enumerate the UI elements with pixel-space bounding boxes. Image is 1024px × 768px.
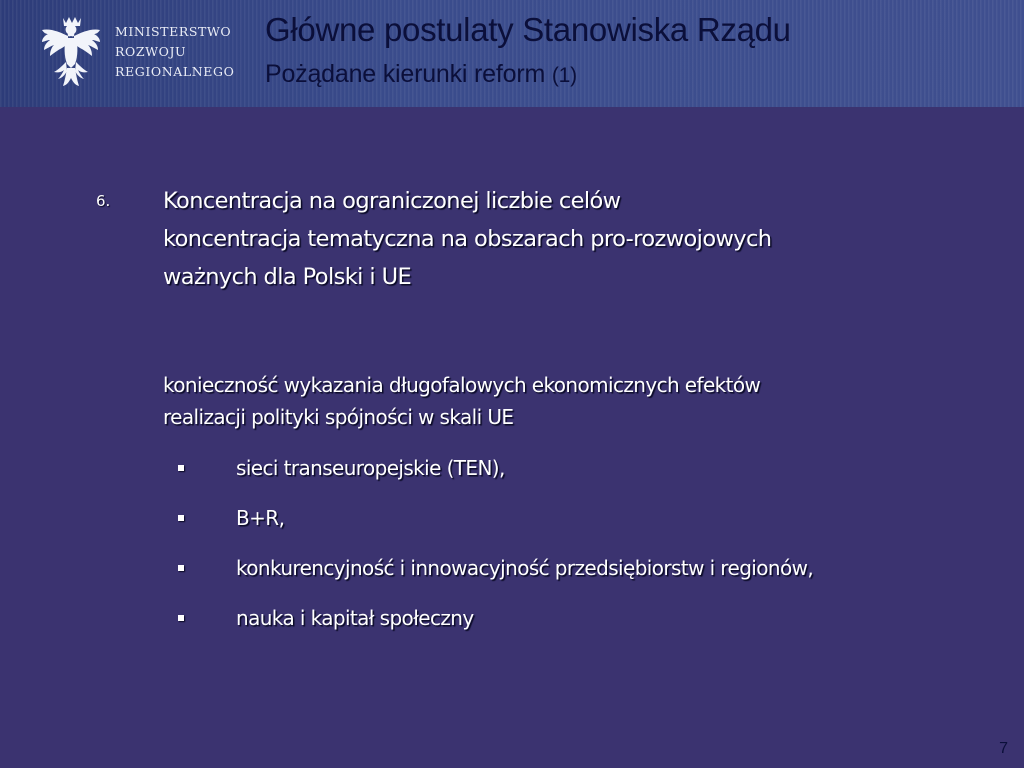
header-stripe <box>856 0 858 107</box>
paragraph <box>163 369 760 433</box>
header-stripe <box>868 0 870 107</box>
header-stripe <box>932 0 934 107</box>
paragraph-line: realizacji polityki spójności w skali UE <box>163 405 514 429</box>
point-line: koncentracja tematyczna na obszarach pro-rozwojowych <box>163 226 772 252</box>
ministry-logo-text <box>115 22 234 82</box>
header-stripe <box>816 0 818 107</box>
point-text <box>163 182 943 296</box>
header-stripe <box>828 0 830 107</box>
list-item <box>178 602 978 652</box>
header-stripe <box>976 0 978 107</box>
header-stripe <box>0 0 2 107</box>
list-item <box>178 502 978 552</box>
header-stripe <box>944 0 946 107</box>
square-bullet-icon <box>178 615 184 621</box>
header-stripe <box>104 0 106 107</box>
square-bullet-icon <box>178 565 184 571</box>
header-stripe <box>244 0 246 107</box>
bullet-text: B+R, <box>236 506 285 530</box>
bullet-text: sieci transeuropejskie (TEN), <box>236 456 505 480</box>
header-stripe <box>884 0 886 107</box>
header-stripe <box>896 0 898 107</box>
bullet-text: nauka i kapitał społeczny <box>236 606 474 630</box>
subtitle-text: Pożądane kierunki reform <box>265 60 546 88</box>
header-stripe <box>260 0 262 107</box>
header-stripe <box>12 0 14 107</box>
subtitle-suffix: (1) <box>551 64 577 87</box>
header-stripe <box>916 0 918 107</box>
header-stripe <box>956 0 958 107</box>
header-stripe <box>836 0 838 107</box>
header-stripe <box>864 0 866 107</box>
header-stripe <box>992 0 994 107</box>
header-stripe <box>952 0 954 107</box>
header-stripe <box>252 0 254 107</box>
header-stripe <box>20 0 22 107</box>
header-stripe <box>960 0 962 107</box>
slide-subtitle <box>265 58 577 92</box>
header-stripe <box>1000 0 1002 107</box>
header-stripe <box>908 0 910 107</box>
header-stripe <box>920 0 922 107</box>
header-stripe <box>984 0 986 107</box>
header-stripe <box>1008 0 1010 107</box>
header-stripe <box>804 0 806 107</box>
header-stripe <box>924 0 926 107</box>
logo-line-3: REGIONALNEGO <box>115 64 235 79</box>
header-stripe <box>912 0 914 107</box>
header-stripe <box>840 0 842 107</box>
header-stripe <box>792 0 794 107</box>
logo-line-1: MINISTERSTWO <box>115 24 232 39</box>
header-stripe <box>256 0 258 107</box>
header-stripe <box>820 0 822 107</box>
point-number: 6. <box>96 192 111 210</box>
header-stripe <box>980 0 982 107</box>
white-eagle-icon <box>38 14 104 92</box>
header-stripe <box>936 0 938 107</box>
square-bullet-icon <box>178 515 184 521</box>
point-line: Koncentracja na ograniczonej liczbie celów <box>163 188 621 214</box>
header-stripe <box>1012 0 1014 107</box>
paragraph-line: konieczność wykazania długofalowych ekonomicznych efektów <box>163 373 761 397</box>
header-stripe <box>888 0 890 107</box>
page-number: 7 <box>999 740 1008 757</box>
header-stripe <box>844 0 846 107</box>
header-stripe <box>948 0 950 107</box>
header-stripe <box>16 0 18 107</box>
bullet-list <box>178 452 978 652</box>
header-stripe <box>1004 0 1006 107</box>
slide-header <box>0 0 1024 107</box>
header-stripe <box>108 0 110 107</box>
list-item <box>178 452 978 502</box>
header-stripe <box>872 0 874 107</box>
header-stripe <box>928 0 930 107</box>
header-stripe <box>972 0 974 107</box>
header-stripe <box>800 0 802 107</box>
header-stripe <box>860 0 862 107</box>
header-stripe <box>892 0 894 107</box>
header-stripe <box>880 0 882 107</box>
slide-title: Główne postulaty Stanowiska Rządu <box>265 11 791 48</box>
header-stripe <box>996 0 998 107</box>
logo-line-2: ROZWOJU <box>115 44 187 59</box>
header-stripe <box>848 0 850 107</box>
list-item <box>178 552 978 602</box>
square-bullet-icon <box>178 465 184 471</box>
slide-body <box>0 107 1024 768</box>
header-stripe <box>1020 0 1022 107</box>
header-stripe <box>904 0 906 107</box>
header-stripe <box>968 0 970 107</box>
header-stripe <box>24 0 26 107</box>
header-stripe <box>4 0 6 107</box>
bullet-text: konkurencyjność i innowacyjność przedsiębiorstw i regionów, <box>236 556 814 580</box>
header-stripe <box>28 0 30 107</box>
header-stripe <box>964 0 966 107</box>
header-stripe <box>796 0 798 107</box>
header-stripe <box>824 0 826 107</box>
point-line: ważnych dla Polski i UE <box>163 264 412 290</box>
header-stripe <box>32 0 34 107</box>
header-stripe <box>812 0 814 107</box>
header-stripe <box>248 0 250 107</box>
header-stripe <box>240 0 242 107</box>
header-stripe <box>876 0 878 107</box>
header-stripe <box>236 0 238 107</box>
header-stripe <box>1016 0 1018 107</box>
header-stripe <box>852 0 854 107</box>
header-stripe <box>8 0 10 107</box>
header-stripe <box>988 0 990 107</box>
header-stripe <box>112 0 114 107</box>
header-stripe <box>900 0 902 107</box>
header-stripe <box>808 0 810 107</box>
header-stripe <box>940 0 942 107</box>
header-stripe <box>832 0 834 107</box>
